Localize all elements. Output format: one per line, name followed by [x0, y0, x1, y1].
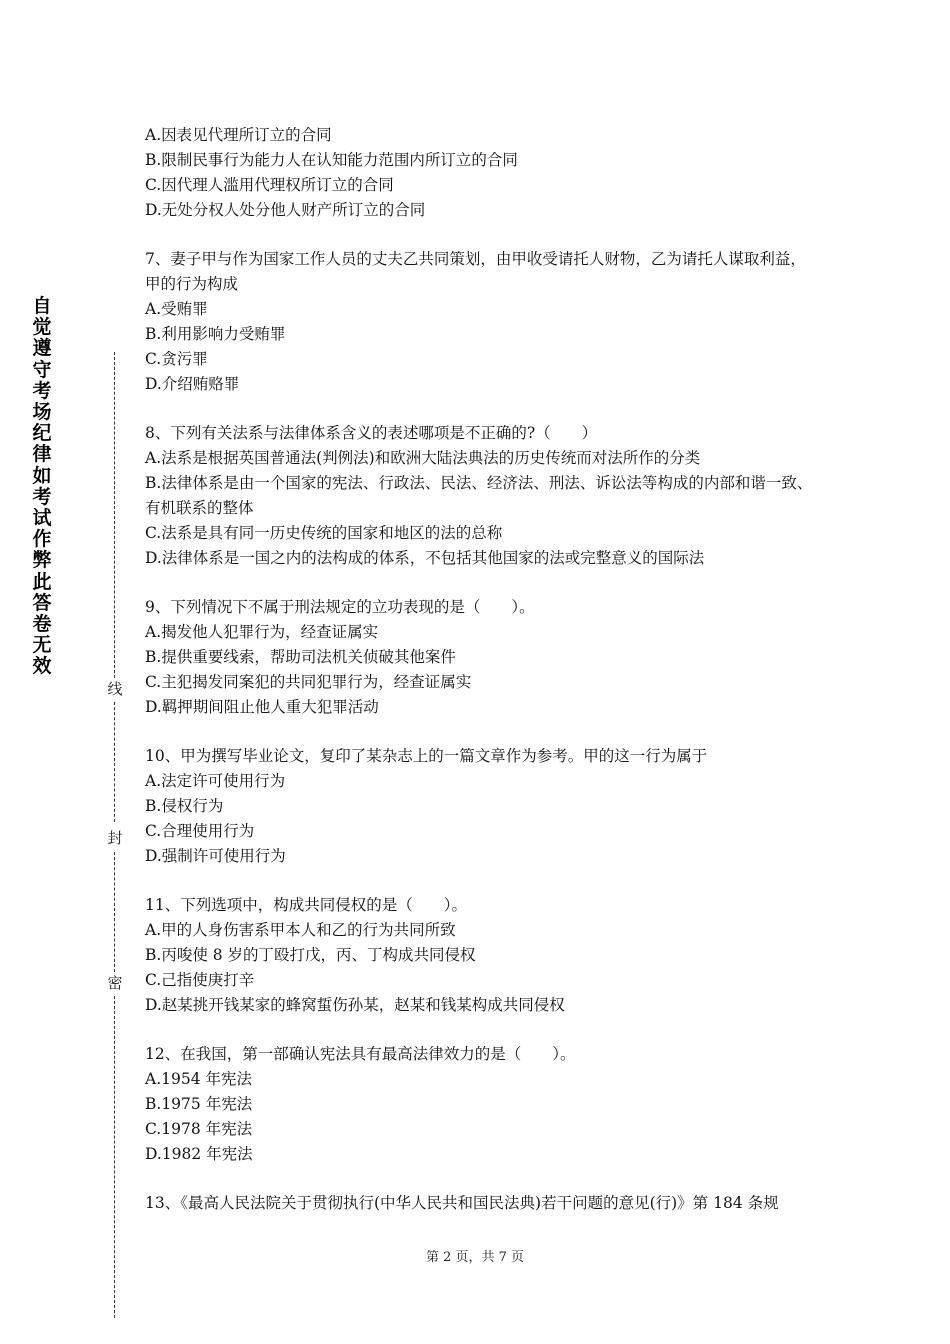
answer-option: C.因代理人滥用代理权所订立的合同: [145, 176, 394, 194]
option-list: [145, 446, 813, 571]
binding-label-seal: 封: [107, 829, 123, 847]
question-stem: 11、下列选项中，构成共同侵权的是（ ）。: [145, 896, 467, 914]
option-list: [145, 769, 813, 869]
question-stem: 10、甲为撰写毕业论文，复印了某杂志上的一篇文章作为参考。甲的这一行为属于: [145, 747, 708, 765]
binding-label-secret: 密: [107, 974, 123, 992]
answer-option: D.1982 年宪法: [145, 1145, 253, 1163]
binding-dashed-line-segment: [114, 352, 115, 678]
answer-option: D.介绍贿赂罪: [145, 375, 240, 393]
answer-option: C.1978 年宪法: [145, 1120, 253, 1138]
option-list: [145, 123, 813, 223]
question-block: [145, 893, 813, 1018]
answer-option: A.受贿罪: [145, 300, 208, 318]
answer-option: D.赵某挑开钱某家的蜂窝蜇伤孙某，赵某和钱某构成共同侵权: [145, 996, 565, 1014]
answer-option: C.贪污罪: [145, 350, 208, 368]
exam-discipline-warning: 自觉遵守考场纪律如考试作弊此答卷无效: [32, 295, 52, 678]
answer-option: C.主犯揭发同案犯的共同犯罪行为，经查证属实: [145, 673, 472, 691]
binding-dashed-line-segment: [114, 702, 115, 822]
answer-option: B.侵权行为: [145, 797, 224, 815]
option-list: [145, 1067, 813, 1167]
option-list: [145, 918, 813, 1018]
answer-option: A.1954 年宪法: [145, 1070, 252, 1088]
option-list: [145, 620, 813, 720]
question-stem: 13、《最高人民法院关于贯彻执行(中华人民共和国民法典)若干问题的意见(行)》第 184 条规: [145, 1194, 779, 1212]
page-number: 第 2 页，共 7 页: [425, 1250, 525, 1265]
question-stem: 7、妻子甲与作为国家工作人员的丈夫乙共同策划，由甲收受请托人财物，乙为请托人谋取利益，甲的行为构成: [145, 250, 806, 293]
question-stem: 8、下列有关法系与法律体系含义的表述哪项是不正确的?（ ）: [145, 424, 598, 442]
answer-option: B.提供重要线索，帮助司法机关侦破其他案件: [145, 648, 456, 666]
answer-option: D.无处分权人处分他人财产所订立的合同: [145, 201, 426, 219]
answer-option: B.利用影响力受贿罪: [145, 325, 286, 343]
option-list: [145, 297, 813, 397]
answer-option: C.法系是具有同一历史传统的国家和地区的法的总称: [145, 524, 503, 542]
question-block: [145, 123, 813, 223]
question-block: [145, 1042, 813, 1167]
question-stem: 12、在我国，第一部确认宪法具有最高法律效力的是（ ）。: [145, 1045, 576, 1063]
binding-dashed-line-segment: [114, 996, 115, 1318]
answer-option: B.丙唆使 8 岁的丁殴打戊，丙、丁构成共同侵权: [145, 946, 476, 964]
binding-label-line: 线: [107, 680, 123, 698]
binding-dashed-line-segment: [114, 852, 115, 972]
answer-option: D.羁押期间阻止他人重大犯罪活动: [145, 698, 379, 716]
question-block: [145, 595, 813, 720]
answer-option: D.强制许可使用行为: [145, 847, 286, 865]
answer-option: B.1975 年宪法: [145, 1095, 253, 1113]
answer-option: B.法律体系是由一个国家的宪法、行政法、民法、经济法、刑法、诉讼法等构成的内部和谐一致、有机联系的整体: [145, 474, 813, 517]
question-stem: 9、下列情况下不属于刑法规定的立功表现的是（ ）。: [145, 598, 535, 616]
answer-option: D.法律体系是一国之内的法构成的体系，不包括其他国家的法或完整意义的国际法: [145, 549, 705, 567]
question-block: [145, 744, 813, 869]
answer-option: B.限制民事行为能力人在认知能力范围内所订立的合同: [145, 151, 518, 169]
answer-option: A.甲的人身伤害系甲本人和乙的行为共同所致: [145, 921, 456, 939]
question-list: [145, 123, 813, 1240]
answer-option: C.合理使用行为: [145, 822, 255, 840]
answer-option: A.法定许可使用行为: [145, 772, 286, 790]
answer-option: A.因表见代理所订立的合同: [145, 126, 332, 144]
answer-option: A.揭发他人犯罪行为，经查证属实: [145, 623, 379, 641]
answer-option: A.法系是根据英国普通法(判例法)和欧洲大陆法典法的历史传统而对法所作的分类: [145, 449, 701, 467]
answer-option: C.己指使庚打辛: [145, 971, 255, 989]
question-block: [145, 1191, 813, 1216]
question-block: [145, 421, 813, 571]
question-block: [145, 247, 813, 397]
